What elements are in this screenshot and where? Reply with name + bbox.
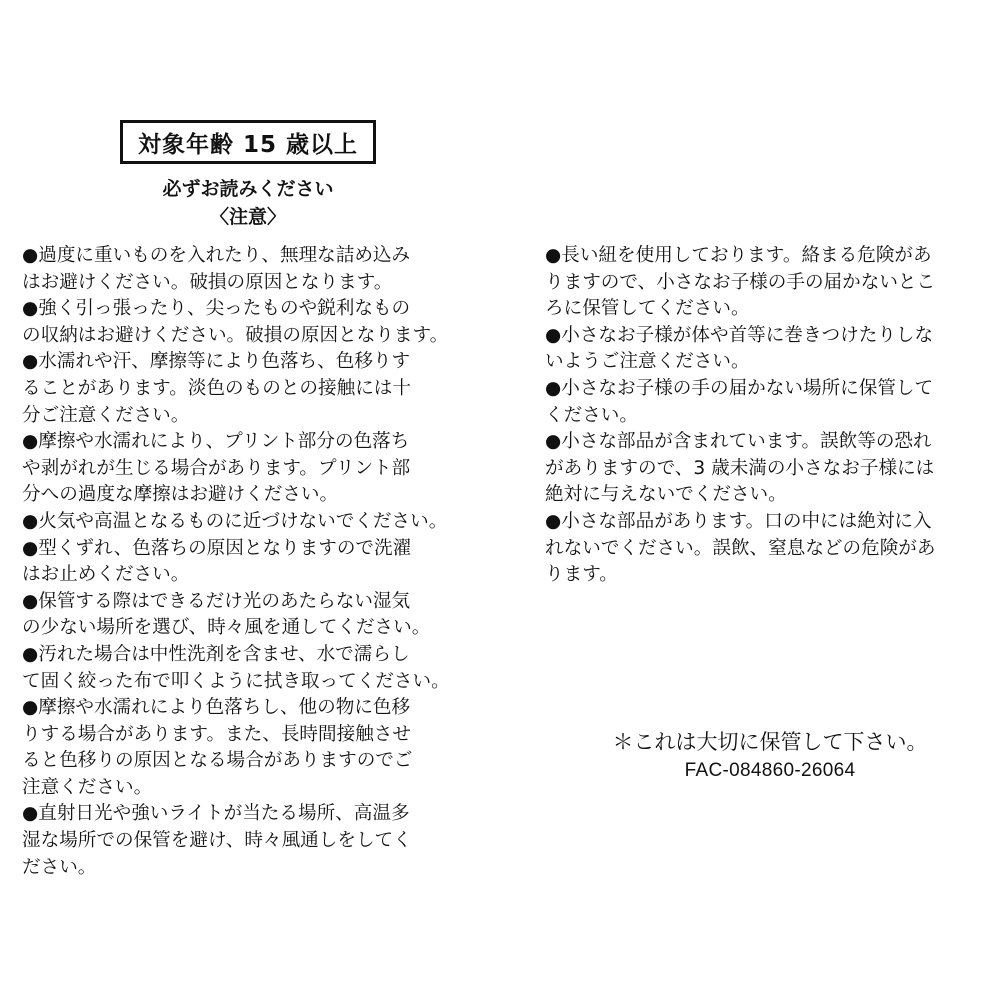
caution-line: 絶対に与えないでください。 [545,484,787,506]
caution-line: ●摩擦や水濡れにより色落ちし、他の物に色移 [22,697,411,719]
caution-heading: 〈注意〉 [209,206,286,228]
caution-line: ください。 [545,404,638,426]
right-caution-column [545,243,985,589]
caution-line: ●直射日光や強いライトが当たる場所、高温多 [22,803,410,825]
caution-line: て固く絞った布で叩くように拭き取ってください。 [22,670,450,692]
caution-line: はお止めください。 [22,564,190,586]
caution-line: や剥がれが生じる場合があります。プリント部 [22,457,411,479]
caution-line: ると色移りの原因となる場合がありますのでご [22,750,413,772]
caution-line: ●強く引っ張ったり、尖ったものや鋭利なもの [22,298,411,320]
caution-line: ることがあります。淡色のものとの接触には十 [22,377,411,399]
caution-line: ●小さな部品が含まれています。誤飲等の恐れ [545,431,932,453]
caution-line: ●小さな部品があります。口の中には絶対に入 [545,510,932,532]
caution-line: ろに保管してください。 [545,298,750,320]
caution-line: ●過度に重いものを入れたり、無理な詰め込み [22,245,411,266]
caution-line: ●小さなお子様の手の届かない場所に保管して [545,377,934,399]
caution-line: りする場合があります。また、長時間接触させ [22,723,411,745]
caution-line: ●水濡れや汗、摩擦等により色落ち、色移りす [22,351,411,373]
caution-line: 分への過度な摩擦はお避けください。 [22,484,339,506]
caution-line: れないでください。誤飲、窒息などの危険があ [545,537,936,559]
caution-line: の少ない場所を選び、時々風を通してください。 [22,617,431,639]
caution-line: 分ご注意ください。 [22,404,190,426]
caution-line: 湿な場所での保管を避け、時々風通しをしてく [22,830,412,852]
caution-line: いようご注意ください。 [545,351,750,373]
product-code: FAC-084860-26064 [684,760,856,781]
caution-line: ●摩擦や水濡れにより、プリント部分の色落ち [22,431,410,453]
caution-line: ●保管する際はできるだけ光のあたらない湿気 [22,590,411,612]
caution-line: ります。 [545,564,618,586]
keep-safe-note: ＊これは大切に保管して下さい。 [612,730,928,754]
caution-line: がありますので、3 歳未満の小さなお子様には [545,457,935,479]
caution-line: 注意ください。 [22,776,153,798]
age-rating-box: 対象年齢 15 歳以上 [120,120,376,164]
caution-line: ●型くずれ、色落ちの原因となりますので洗濯 [22,537,412,559]
left-caution-column [22,243,470,881]
caution-line: ださい。 [22,856,97,878]
caution-line: ●汚れた場合は中性洗剤を含ませ、水で濡らし [22,643,410,665]
read-notice-title: 必ずお読みください [162,178,334,200]
caution-line: はお避けください。破損の原因となります。 [22,271,393,293]
caution-line: りますので、小さなお子様の手の届かないとこ [545,271,936,293]
caution-line: の収納はお避けください。破損の原因となります。 [22,324,449,346]
caution-line: ●長い紐を使用しております。絡まる危険があ [545,245,932,266]
caution-line: ●小さなお子様が体や首等に巻きつけたりしな [545,324,934,346]
caution-line: ●火気や高温となるものに近づけないでください。 [22,510,448,532]
